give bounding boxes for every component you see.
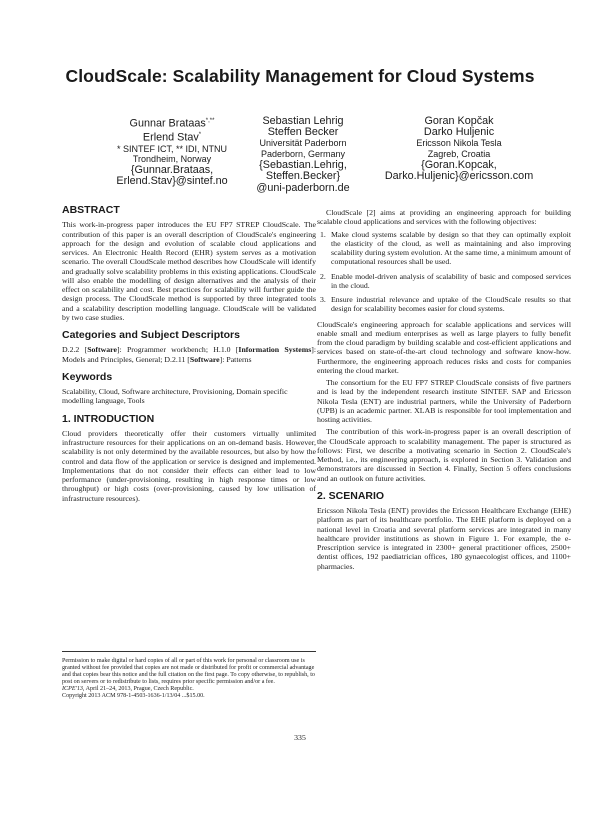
author-sup: * xyxy=(198,131,202,138)
author-email: {Sebastian.Lehrig, xyxy=(259,158,347,171)
author-email: @uni-paderborn.de xyxy=(256,181,350,194)
author-block-paderborn xyxy=(228,116,378,194)
author-sup: *,** xyxy=(205,118,215,124)
paper-title: CloudScale: Scalability Management for Cloud Systems xyxy=(65,66,535,86)
author-block-ericsson xyxy=(370,116,548,183)
scenario-paragraph: Ericsson Nikola Tesla (ENT) provides the Ericsson Healthcare Exchange (EHE) platform as part of its healthcare portfolio. The EHE platform is deployed on a national level in Croatia and several platform services are integrated in many healthcare provider institutions as shown in Figure 1. For example, the e-Prescription service is integrated in 2300+ general practitioner offices, 2500+ dentist offices, 192 paediatrician offices, 180 gynaecologist offices, and 1100+ pharmacies. xyxy=(317,506,571,571)
author-affiliation: Ericsson Nikola Tesla xyxy=(416,138,502,149)
author-name: Erlend Stav* xyxy=(142,131,202,144)
author-name: Steffen Becker xyxy=(267,126,339,139)
right-column xyxy=(317,208,571,574)
page-number: 335 xyxy=(294,733,306,742)
author-email: {Goran.Kopcak, xyxy=(421,158,497,171)
keywords-text: Scalability, Cloud, Software architecture, Provisioning, Domain specific modelling language, Tools xyxy=(62,387,288,406)
permission-text: Permission to make digital or hard copies of all or part of this work for personal or classroom use is granted without fee provided that copies are not made or distributed for profit or commercial advantage and that copies bear this notice and the full citation on the first page. To copy otherwise, to republish, to post on servers or to redistribute to lists, requires prior specific permission and/or a fee. xyxy=(62,658,315,686)
author-email: Erlend.Stav}@sintef.no xyxy=(116,175,228,188)
author-affiliation: Universität Paderborn xyxy=(259,138,347,149)
contribution-paragraph: The contribution of this work-in-progress paper is an overall description of the CloudScale approach to scalability management. The paper is structured as follows: First, we describe a motivating scenario in Section 2. CloudScale's Method, i.e., its engineering approach, is explored in Section 3. Validation and demonstrators are discussed in Section 4. Finally, Section 5 offers conclusions and an outlook on future activities. xyxy=(317,427,571,483)
categories-text: D.2.2 [Software]: Programmer workbench; H.1.0 [Information Systems]: Models and Principles, General; D.2.11 [Software]: Patterns xyxy=(62,345,317,364)
list-item: 2. Enable model-driven analysis of scalability of basic and composed services in the cloud. xyxy=(320,271,571,290)
objectives-list xyxy=(317,230,571,314)
abstract-heading: ABSTRACT xyxy=(62,204,120,216)
author-email: {Gunnar.Brataas, xyxy=(130,163,214,176)
author-name: Gunnar Brataas*,** xyxy=(129,117,215,130)
categories-heading: Categories and Subject Descriptors xyxy=(62,329,240,341)
author-location: Trondheim, Norway xyxy=(132,154,212,165)
cloudscale-intro: CloudScale [2] aims at providing an engineering approach for building scalable cloud applications and services with the following objectives: xyxy=(317,208,571,227)
author-name: Sebastian Lehrig xyxy=(262,115,344,127)
introduction-text: Cloud providers theoretically offer their customers virtually unlimited infrastructure resources for their applications on an on-demand basis. However, scalability is not only determined by the available resources, but also by how the control and data flow of the application or service is designed and implemented. Implementations that do not consider their effects can either lead to low performance (under-provisioning, resulting in high response times or low throughput) or high costs (over-provisioning, caused by low utilisation of infrastructure resources). xyxy=(62,428,316,503)
consortium-paragraph: The consortium for the EU FP7 STREP CloudScale consists of five partners and is lead by the independent research institute SINTEF. SAP and Ericsson Nikola Tesla (ENT) are industrial partners, while the University of Paderborn (UPB) is an academic partner. XLAB is responsible for tool implementation and hosting activities. xyxy=(317,378,571,424)
author-name: Goran Kopčak xyxy=(424,115,494,127)
copyright-line: Copyright 2013 ACM 978-1-4503-1636-1/13/04 ...$15.00. xyxy=(62,693,205,700)
approach-paragraph: CloudScale's engineering approach for scalable applications and services will enable small and medium enterprises as well as large players to fully benefit from the cloud paradigm by building scalable and cost-efficient applications and services based on state-of-the-art cloud technology and software know-how. Furthermore, the engineering approach reduces risks and costs for companies entering the cloud market. xyxy=(317,319,571,375)
scenario-heading: 2. SCENARIO xyxy=(317,489,385,502)
left-column xyxy=(62,206,316,506)
abstract-text: This work-in-progress paper introduces the EU FP7 STREP CloudScale. The contribution of this paper is an overall description of CloudScale's engineering approach for the design and evolution of scalable cloud applications and services. An Electronic Health Record (EHR) system serves as a motivation scenario. The overall CloudScale method describes how CloudScale will identify and gradually solve scalability problems in this existing applications. CloudScale will also enable the modelling of design alternatives and the analysis of their effect on scalability and cost. Best practices for scalability will further guide the design process. The CloudScale method is supported by three integrated tools and a scalability description modelling language. CloudScale will be validated by two case studies. xyxy=(62,220,316,322)
introduction-heading: 1. INTRODUCTION xyxy=(62,412,155,425)
list-item: 1. Make cloud systems scalable by design so that they can optimally exploit the elasticity of the cloud, as well as maintaining and also improving scalability during system evolution. At the same time, a minimum amount of computational resources shall be used. xyxy=(320,229,571,267)
author-email: Darko.Huljenic}@ericsson.com xyxy=(384,170,534,183)
author-location: Paderborn, Germany xyxy=(260,149,346,159)
venue-line: ICPE'13, April 21–24, 2013, Prague, Czech Republic. xyxy=(62,686,194,693)
author-name: Darko Huljenic xyxy=(423,126,495,139)
list-item: 3. Ensure industrial relevance and uptake of the CloudScale results so that design for scalability becomes easier for cloud systems. xyxy=(320,295,571,314)
keywords-heading: Keywords xyxy=(62,370,113,383)
author-email: Steffen.Becker} xyxy=(265,170,341,183)
author-affiliation: * SINTEF ICT, ** IDI, NTNU xyxy=(116,143,227,154)
author-location: Zagreb, Croatia xyxy=(427,149,491,159)
permission-notice xyxy=(62,651,316,701)
